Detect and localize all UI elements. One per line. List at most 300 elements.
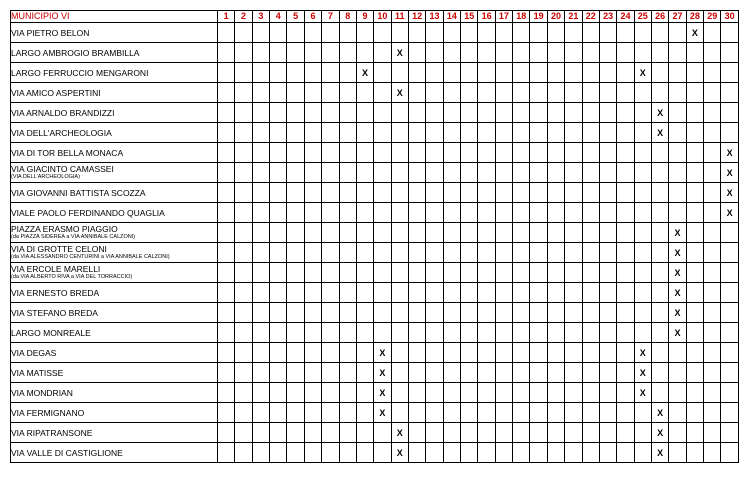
day-cell	[582, 183, 599, 203]
day-cell	[374, 223, 391, 243]
day-cell	[356, 183, 373, 203]
day-cell	[651, 203, 668, 223]
day-cell	[565, 63, 582, 83]
day-cell	[547, 343, 564, 363]
day-cell	[547, 23, 564, 43]
day-cell	[408, 443, 425, 463]
table-row	[11, 23, 739, 43]
day-cell	[426, 303, 443, 323]
day-cell	[721, 403, 738, 423]
day-cell	[322, 143, 339, 163]
day-header: 22	[582, 11, 599, 23]
day-cell	[304, 103, 321, 123]
day-cell	[461, 143, 478, 163]
table-row	[11, 303, 739, 323]
day-cell	[426, 83, 443, 103]
day-cell	[408, 83, 425, 103]
day-cell	[565, 83, 582, 103]
day-cell	[565, 223, 582, 243]
day-cell	[408, 263, 425, 283]
day-cell	[599, 83, 616, 103]
day-cell	[270, 143, 287, 163]
day-cell	[565, 423, 582, 443]
day-cell	[218, 223, 235, 243]
day-cell	[513, 123, 530, 143]
street-cell	[11, 243, 218, 263]
table-row	[11, 243, 739, 263]
day-cell	[461, 163, 478, 183]
day-cell	[339, 243, 356, 263]
day-cell	[356, 123, 373, 143]
day-cell	[218, 23, 235, 43]
day-cell	[339, 423, 356, 443]
day-cell	[513, 263, 530, 283]
day-cell	[218, 403, 235, 423]
day-cell	[374, 443, 391, 463]
day-cell	[478, 423, 495, 443]
day-cell	[565, 243, 582, 263]
day-cell	[391, 383, 408, 403]
day-cell	[322, 243, 339, 263]
day-cell	[322, 383, 339, 403]
day-cell	[252, 23, 269, 43]
day-cell	[426, 23, 443, 43]
day-cell	[686, 223, 703, 243]
day-cell	[530, 183, 547, 203]
table-row	[11, 343, 739, 363]
day-cell	[721, 63, 738, 83]
day-cell	[304, 43, 321, 63]
day-cell	[634, 23, 651, 43]
mark-x: X	[391, 43, 408, 63]
day-cell	[287, 403, 304, 423]
day-cell	[426, 43, 443, 63]
day-cell	[426, 223, 443, 243]
street-name: VIA GIOVANNI BATTISTA SCOZZA	[11, 187, 146, 198]
day-cell	[356, 443, 373, 463]
day-cell	[391, 343, 408, 363]
day-cell	[374, 283, 391, 303]
day-header: 1	[218, 11, 235, 23]
mark-x: X	[374, 343, 391, 363]
day-cell	[599, 43, 616, 63]
day-cell	[426, 183, 443, 203]
day-cell	[547, 83, 564, 103]
day-cell	[461, 303, 478, 323]
day-cell	[322, 183, 339, 203]
day-cell	[461, 223, 478, 243]
day-cell	[374, 303, 391, 323]
day-cell	[461, 103, 478, 123]
day-cell	[617, 43, 634, 63]
day-header: 23	[599, 11, 616, 23]
day-cell	[461, 23, 478, 43]
day-cell	[513, 383, 530, 403]
street-name: VIA ERNESTO BREDA	[11, 287, 100, 298]
day-cell	[252, 83, 269, 103]
day-cell	[287, 23, 304, 43]
day-cell	[252, 103, 269, 123]
day-header: 18	[513, 11, 530, 23]
day-cell	[339, 223, 356, 243]
day-cell	[721, 223, 738, 243]
day-cell	[356, 343, 373, 363]
table-row	[11, 43, 739, 63]
day-cell	[617, 323, 634, 343]
day-cell	[304, 423, 321, 443]
day-cell	[599, 223, 616, 243]
day-cell	[287, 303, 304, 323]
day-cell	[270, 423, 287, 443]
day-cell	[686, 283, 703, 303]
day-cell	[304, 143, 321, 163]
day-cell	[443, 243, 460, 263]
day-header: 19	[530, 11, 547, 23]
day-cell	[443, 83, 460, 103]
day-cell	[461, 43, 478, 63]
day-header: 15	[461, 11, 478, 23]
day-cell	[235, 123, 252, 143]
day-cell	[356, 243, 373, 263]
day-header: 11	[391, 11, 408, 23]
street-name: LARGO AMBROGIO BRAMBILLA	[11, 47, 140, 58]
day-cell	[704, 243, 721, 263]
day-cell	[443, 383, 460, 403]
day-cell	[304, 343, 321, 363]
day-cell	[495, 263, 512, 283]
day-cell	[339, 303, 356, 323]
day-cell	[339, 123, 356, 143]
day-cell	[617, 303, 634, 323]
day-cell	[426, 143, 443, 163]
day-cell	[304, 183, 321, 203]
day-cell	[252, 263, 269, 283]
day-header: 28	[686, 11, 703, 23]
day-cell	[495, 303, 512, 323]
day-cell	[634, 43, 651, 63]
day-cell	[287, 443, 304, 463]
day-cell	[634, 183, 651, 203]
day-cell	[513, 183, 530, 203]
day-cell	[599, 423, 616, 443]
day-cell	[443, 103, 460, 123]
day-cell	[218, 263, 235, 283]
day-cell	[704, 303, 721, 323]
day-cell	[547, 243, 564, 263]
day-cell	[530, 43, 547, 63]
day-cell	[391, 123, 408, 143]
day-cell	[495, 423, 512, 443]
day-cell	[356, 203, 373, 223]
day-cell	[547, 63, 564, 83]
day-cell	[651, 23, 668, 43]
day-cell	[252, 223, 269, 243]
mark-x: X	[634, 343, 651, 363]
mark-x: X	[651, 423, 668, 443]
day-cell	[599, 103, 616, 123]
day-cell	[651, 223, 668, 243]
day-cell	[582, 63, 599, 83]
day-cell	[408, 23, 425, 43]
day-cell	[686, 83, 703, 103]
day-cell	[530, 103, 547, 123]
day-cell	[218, 63, 235, 83]
day-cell	[582, 223, 599, 243]
street-name: VIA DEGAS	[11, 347, 57, 358]
day-cell	[513, 43, 530, 63]
day-cell	[218, 203, 235, 223]
day-cell	[513, 83, 530, 103]
day-cell	[686, 163, 703, 183]
day-cell	[565, 203, 582, 223]
day-cell	[461, 323, 478, 343]
day-cell	[304, 283, 321, 303]
day-cell	[547, 323, 564, 343]
day-cell	[356, 403, 373, 423]
day-cell	[443, 23, 460, 43]
day-cell	[704, 223, 721, 243]
table-row	[11, 183, 739, 203]
day-cell	[270, 203, 287, 223]
day-cell	[270, 243, 287, 263]
day-cell	[530, 343, 547, 363]
day-cell	[530, 203, 547, 223]
day-cell	[461, 403, 478, 423]
day-cell	[513, 243, 530, 263]
day-cell	[721, 363, 738, 383]
day-cell	[391, 63, 408, 83]
day-cell	[651, 323, 668, 343]
day-cell	[270, 223, 287, 243]
day-cell	[287, 103, 304, 123]
street-name: VIA STEFANO BREDA	[11, 307, 98, 318]
day-cell	[408, 243, 425, 263]
day-cell	[270, 443, 287, 463]
day-cell	[547, 123, 564, 143]
day-cell	[287, 363, 304, 383]
day-cell	[252, 363, 269, 383]
street-name: VIA FERMIGNANO	[11, 407, 85, 418]
day-cell	[530, 403, 547, 423]
day-cell	[461, 83, 478, 103]
day-cell	[461, 123, 478, 143]
day-cell	[478, 383, 495, 403]
day-cell	[270, 123, 287, 143]
day-cell	[478, 123, 495, 143]
day-cell	[322, 403, 339, 423]
day-cell	[426, 103, 443, 123]
day-cell	[617, 403, 634, 423]
day-cell	[651, 303, 668, 323]
day-cell	[513, 143, 530, 163]
day-cell	[426, 403, 443, 423]
day-cell	[339, 263, 356, 283]
day-cell	[339, 63, 356, 83]
day-cell	[651, 263, 668, 283]
day-cell	[235, 403, 252, 423]
day-cell	[495, 243, 512, 263]
day-cell	[651, 363, 668, 383]
day-cell	[270, 103, 287, 123]
mark-x: X	[374, 383, 391, 403]
day-cell	[565, 163, 582, 183]
day-cell	[443, 163, 460, 183]
day-cell	[704, 83, 721, 103]
day-cell	[582, 83, 599, 103]
day-cell	[547, 423, 564, 443]
mark-x: X	[669, 223, 686, 243]
area-header: MUNICIPIO VI	[11, 11, 218, 23]
day-cell	[252, 303, 269, 323]
street-note: (da VIA ALBERTO RIVA a VIA DEL TORRACCIO)	[11, 274, 133, 280]
schedule-table	[10, 10, 739, 463]
day-cell	[547, 183, 564, 203]
day-cell	[513, 23, 530, 43]
day-cell	[218, 123, 235, 143]
day-cell	[374, 323, 391, 343]
day-cell	[356, 103, 373, 123]
day-cell	[547, 143, 564, 163]
day-cell	[304, 63, 321, 83]
street-name: VIA PIETRO BELON	[11, 27, 90, 38]
day-cell	[443, 443, 460, 463]
day-cell	[599, 303, 616, 323]
day-cell	[391, 403, 408, 423]
day-cell	[322, 443, 339, 463]
day-cell	[356, 383, 373, 403]
day-header: 8	[339, 11, 356, 23]
day-cell	[565, 263, 582, 283]
day-cell	[686, 123, 703, 143]
day-cell	[235, 143, 252, 163]
day-cell	[426, 383, 443, 403]
day-cell	[339, 323, 356, 343]
day-cell	[721, 443, 738, 463]
day-cell	[218, 443, 235, 463]
table-row	[11, 383, 739, 403]
day-cell	[617, 383, 634, 403]
day-cell	[235, 163, 252, 183]
day-cell	[513, 163, 530, 183]
day-cell	[270, 183, 287, 203]
day-cell	[391, 23, 408, 43]
mark-x: X	[374, 363, 391, 383]
street-name: LARGO FERRUCCIO MENGARONI	[11, 67, 149, 78]
day-cell	[235, 323, 252, 343]
day-cell	[582, 343, 599, 363]
day-cell	[356, 143, 373, 163]
mark-x: X	[651, 443, 668, 463]
day-cell	[547, 383, 564, 403]
day-cell	[426, 123, 443, 143]
day-cell	[495, 383, 512, 403]
day-cell	[391, 143, 408, 163]
day-cell	[530, 163, 547, 183]
day-cell	[252, 243, 269, 263]
street-cell	[11, 303, 218, 323]
street-name: VIA MONDRIAN	[11, 387, 73, 398]
day-cell	[721, 23, 738, 43]
day-cell	[634, 223, 651, 243]
day-cell	[339, 363, 356, 383]
day-cell	[252, 283, 269, 303]
day-cell	[218, 343, 235, 363]
day-cell	[686, 343, 703, 363]
table-row	[11, 443, 739, 463]
day-header: 12	[408, 11, 425, 23]
day-cell	[270, 283, 287, 303]
day-cell	[530, 63, 547, 83]
day-cell	[304, 363, 321, 383]
day-cell	[461, 263, 478, 283]
day-cell	[513, 203, 530, 223]
day-cell	[686, 263, 703, 283]
day-cell	[704, 43, 721, 63]
day-cell	[530, 443, 547, 463]
day-cell	[270, 83, 287, 103]
day-cell	[304, 163, 321, 183]
day-cell	[651, 83, 668, 103]
day-cell	[721, 243, 738, 263]
day-cell	[495, 443, 512, 463]
day-cell	[356, 323, 373, 343]
day-cell	[651, 43, 668, 63]
day-cell	[270, 163, 287, 183]
street-cell	[11, 143, 218, 163]
day-header: 27	[669, 11, 686, 23]
day-cell	[218, 243, 235, 263]
day-cell	[287, 163, 304, 183]
day-cell	[582, 363, 599, 383]
day-cell	[651, 243, 668, 263]
day-cell	[270, 323, 287, 343]
table-row	[11, 163, 739, 183]
day-cell	[304, 443, 321, 463]
day-cell	[287, 63, 304, 83]
day-cell	[704, 343, 721, 363]
day-cell	[339, 143, 356, 163]
day-cell	[356, 163, 373, 183]
day-cell	[704, 163, 721, 183]
day-cell	[669, 143, 686, 163]
day-cell	[599, 63, 616, 83]
day-cell	[686, 363, 703, 383]
day-cell	[426, 263, 443, 283]
street-cell	[11, 323, 218, 343]
day-cell	[408, 423, 425, 443]
mark-x: X	[651, 123, 668, 143]
street-cell	[11, 263, 218, 283]
day-cell	[252, 203, 269, 223]
day-cell	[443, 363, 460, 383]
day-cell	[686, 323, 703, 343]
day-cell	[218, 103, 235, 123]
day-cell	[218, 363, 235, 383]
day-cell	[322, 423, 339, 443]
day-header: 6	[304, 11, 321, 23]
day-cell	[478, 103, 495, 123]
day-cell	[287, 383, 304, 403]
day-cell	[513, 63, 530, 83]
day-cell	[651, 163, 668, 183]
day-cell	[374, 103, 391, 123]
day-cell	[721, 423, 738, 443]
day-cell	[443, 263, 460, 283]
day-cell	[669, 163, 686, 183]
day-cell	[513, 443, 530, 463]
day-cell	[478, 283, 495, 303]
mark-x: X	[669, 263, 686, 283]
